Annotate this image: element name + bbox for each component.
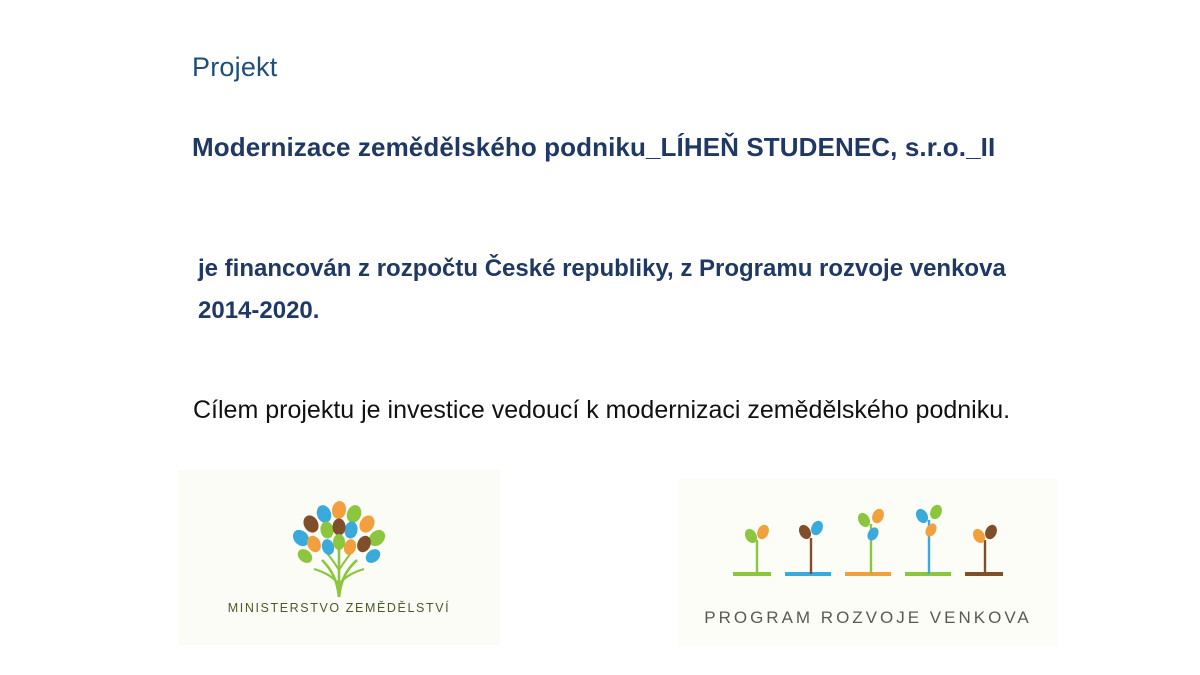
sprouts-logo-icon bbox=[723, 496, 1013, 596]
ministry-logo-caption: MINISTERSTVO ZEMĚDĚLSTVÍ bbox=[227, 601, 451, 615]
funding-line-2: 2014-2020. bbox=[198, 297, 320, 324]
ministry-logo bbox=[178, 470, 500, 645]
project-label: Projekt bbox=[192, 52, 278, 82]
funding-statement bbox=[198, 248, 1138, 332]
funding-line-1: je financován z rozpočtu České republiky, z Programu rozvoje venkova bbox=[198, 255, 1006, 282]
tree-logo-icon bbox=[264, 492, 414, 607]
programme-logo bbox=[678, 478, 1058, 646]
project-goal-text: Cílem projektu je investice vedoucí k modernizaci zemědělského podniku. bbox=[193, 396, 1011, 424]
programme-logo-caption: PROGRAM ROZVOJE VENKOVA bbox=[704, 608, 1032, 627]
project-title: Modernizace zemědělského podniku_LÍHEŇ STUDENEC, s.r.o._II bbox=[192, 132, 996, 162]
